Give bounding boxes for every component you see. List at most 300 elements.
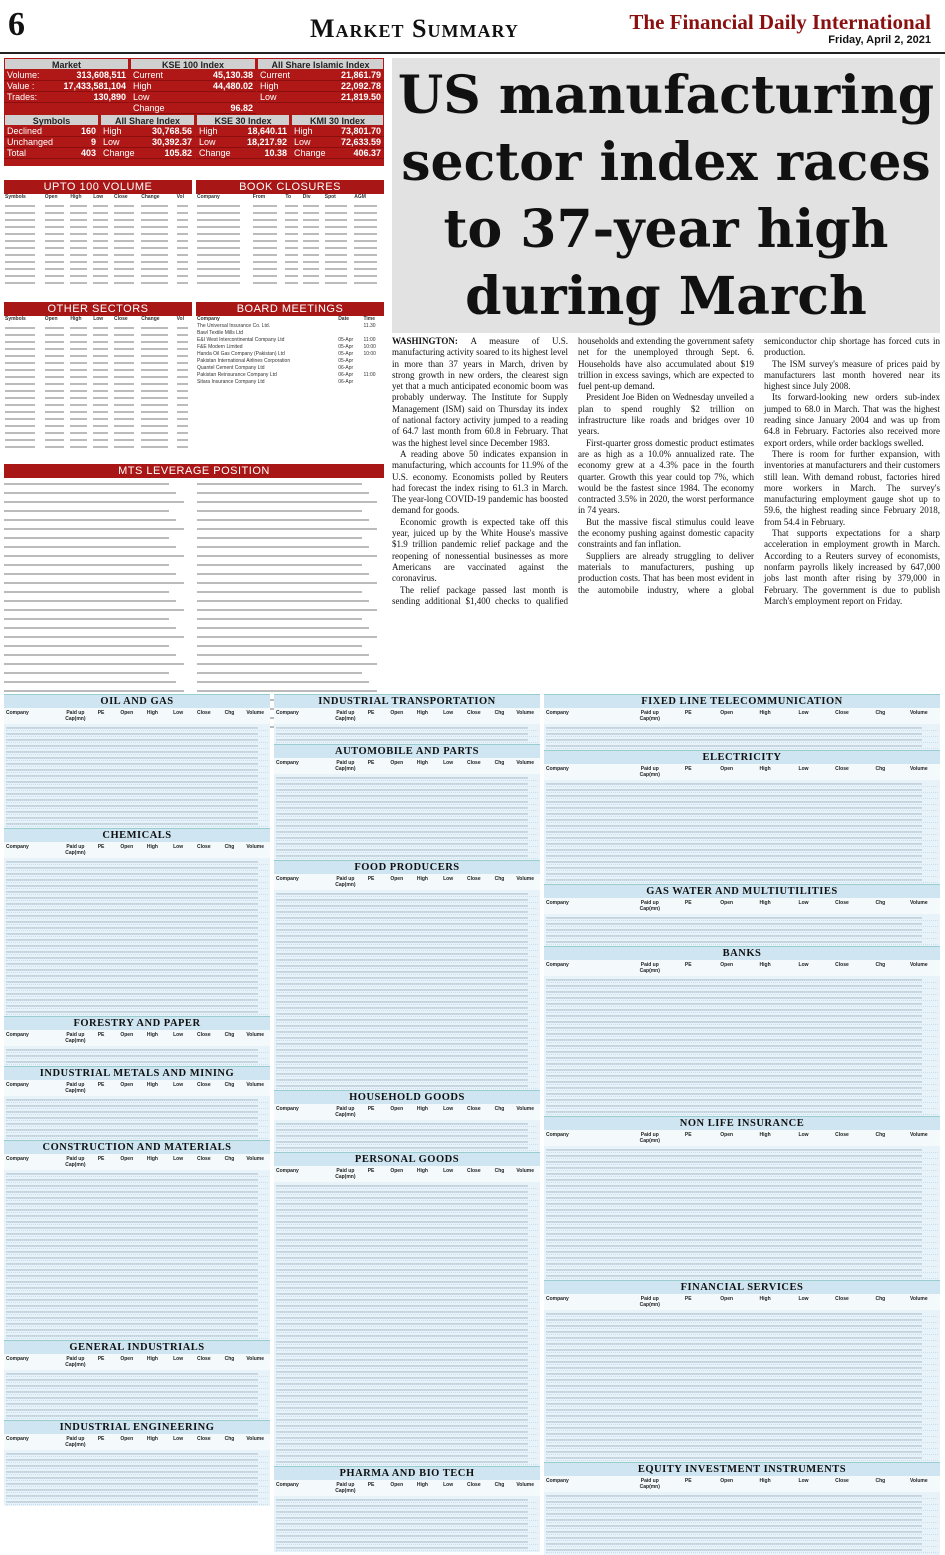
table-cell [252, 250, 285, 257]
table-cell [113, 442, 140, 449]
article-paragraph: Economic growth is expected take off this year, juiced up by the White House's massive $1.9 trillion pandemic relief package and the reopening of nonessential businesses as more Americans are vaccinated against the coronavirus. [392, 516, 568, 584]
summary-value: 44,480.02 [212, 81, 253, 91]
masthead [0, 0, 945, 55]
stock-column-header: Low [173, 1356, 184, 1362]
table-cell [69, 337, 92, 344]
summary-heading: KSE 30 Index [196, 114, 290, 126]
table-cell [44, 257, 70, 264]
summary-value: 30,392.37 [151, 137, 192, 147]
stock-column-header: High [146, 1032, 158, 1038]
stock-row [546, 877, 938, 883]
table-cell [324, 257, 353, 264]
stock-rows [274, 1496, 540, 1552]
table-row [4, 379, 192, 386]
article-dateline: WASHINGTON: [392, 336, 471, 346]
table-cell [176, 323, 192, 330]
stock-section [274, 1090, 540, 1152]
stock-column-header: Open [390, 1482, 404, 1488]
stock-column-header: Volume [909, 1132, 928, 1138]
stock-column-header: Close [835, 1478, 849, 1484]
table-cell: 06-Apr [338, 379, 354, 385]
table-cell [176, 330, 192, 337]
table-header: Low [93, 194, 104, 200]
table-cell [44, 365, 70, 372]
summary-label: Change [133, 103, 165, 113]
table-cell [140, 386, 175, 393]
stock-section [274, 1466, 540, 1552]
summary-row [4, 70, 129, 81]
summary-row [4, 126, 99, 137]
stock-column-header: Close [196, 844, 211, 850]
upto-100-volume-panel [4, 180, 192, 300]
stock-column-header: Open [120, 1356, 134, 1362]
stock-column-header: Company [6, 1436, 29, 1442]
table-cell [324, 278, 353, 285]
table-cell [196, 243, 252, 250]
stock-section-title: OIL AND GAS [4, 694, 270, 708]
table-cell [113, 393, 140, 400]
table-cell [176, 435, 192, 442]
stock-rows [274, 1120, 540, 1152]
stock-column-header: Company [276, 1106, 299, 1112]
table-cell [69, 344, 92, 351]
summary-heading: All Share Index [100, 114, 195, 126]
table-cell [4, 435, 44, 442]
table-cell [252, 229, 285, 236]
mts-row [4, 654, 191, 661]
table-cell: Pakistan Reinsurance Company Ltd [197, 372, 277, 378]
table-cell [140, 222, 175, 229]
stock-column-header: Company [276, 1482, 299, 1488]
stock-column-header: Company [546, 1132, 569, 1138]
table-cell [4, 428, 44, 435]
table-cell [113, 264, 140, 271]
stock-column-header: Close [466, 710, 481, 716]
table-cell [196, 236, 252, 243]
stock-table-header [4, 1434, 270, 1450]
summary-row [257, 70, 384, 81]
summary-label: Change [294, 148, 326, 158]
table-cell [69, 421, 92, 428]
table-cell [113, 407, 140, 414]
stock-row [546, 1109, 938, 1115]
table-cell [69, 243, 92, 250]
table-cell [252, 208, 285, 215]
table-row [196, 229, 384, 236]
table-cell [324, 236, 353, 243]
stock-row [6, 1133, 268, 1139]
summary-value: 160 [80, 126, 96, 136]
stock-table-header [4, 708, 270, 724]
mts-row [197, 627, 384, 634]
stock-rows [544, 1146, 940, 1280]
stock-column-header: Low [798, 1296, 809, 1302]
stock-column-header: Company [276, 710, 299, 716]
stock-column-header: Low [173, 1082, 184, 1088]
stock-column-header: Chg [224, 710, 235, 716]
stock-rows [544, 1492, 940, 1555]
summary-label: High [294, 126, 313, 136]
table-cell [140, 365, 175, 372]
article-paragraph: But the massive fiscal stimulus could leave the economy pushing against domestic capacity constraints and fan inflation. [578, 516, 754, 550]
stock-column-header: Open [390, 760, 404, 766]
table-cell [44, 414, 70, 421]
table-row [4, 372, 192, 379]
stock-rows [274, 774, 540, 860]
stock-column-header: Volume [246, 1032, 265, 1038]
table-row [4, 400, 192, 407]
table-cell [113, 351, 140, 358]
book-closures-table [196, 194, 384, 285]
article-paragraph: Suppliers are already struggling to deliver materials to manufacturers, pushing up production costs. That has been most evident in the automobile industry, where a global semiconductor chip shortage has forced cuts in production. [578, 336, 940, 595]
table-cell [176, 386, 192, 393]
table-cell [92, 435, 113, 442]
table-cell [140, 201, 175, 208]
table-row [196, 264, 384, 271]
table-cell [69, 393, 92, 400]
table-cell [4, 215, 44, 222]
stock-column-header: Company [6, 1032, 29, 1038]
stock-table-header [4, 842, 270, 858]
article-paragraph: The ISM survey's measure of prices paid by manufacturers last month hovered near its highest since July 2008. [764, 358, 940, 392]
stock-column-header: Low [443, 876, 454, 882]
table-cell [69, 372, 92, 379]
table-cell [176, 372, 192, 379]
stock-column-header: PE [97, 1436, 105, 1442]
stock-column-header: Low [443, 710, 454, 716]
stock-column-header: High [416, 1168, 428, 1174]
summary-label: Low [199, 137, 216, 147]
stock-column-header: PE [367, 760, 375, 766]
table-cell [140, 250, 175, 257]
stock-section [544, 1280, 940, 1462]
stock-column-header: PE [367, 1106, 375, 1112]
summary-heading: All Share Islamic Index [257, 58, 384, 70]
stock-column-header: Chg [224, 1356, 235, 1362]
stock-column-header: Low [798, 900, 809, 906]
stock-row [546, 1273, 938, 1279]
stock-section-title: AUTOMOBILE AND PARTS [274, 744, 540, 758]
table-cell [140, 421, 175, 428]
mts-row [4, 582, 191, 589]
stock-column-header: Low [798, 962, 809, 968]
stock-column-header: Close [196, 1356, 211, 1362]
mts-row [197, 663, 384, 670]
table-cell [92, 372, 113, 379]
stock-column-header: Company [276, 760, 299, 766]
table-cell [44, 407, 70, 414]
table-cell [44, 435, 70, 442]
stock-section-title: CONSTRUCTION AND MATERIALS [4, 1140, 270, 1154]
stock-column-header: Low [798, 710, 809, 716]
stock-column-header: Chg [224, 1032, 235, 1038]
table-cell [196, 208, 252, 215]
stock-column-header: Paid up Cap(mn) [335, 1106, 356, 1118]
stock-column-header: PE [684, 766, 692, 772]
stock-column-header: Open [720, 1296, 734, 1302]
table-row [196, 337, 384, 344]
stocks-column-2 [274, 694, 540, 1552]
stock-column-header: Paid up Cap(mn) [639, 710, 660, 722]
stock-column-header: Paid up Cap(mn) [335, 710, 356, 722]
summary-row [196, 148, 290, 159]
stock-section [544, 694, 940, 750]
table-cell [4, 337, 44, 344]
table-cell [140, 229, 175, 236]
table-cell [252, 236, 285, 243]
stock-section [4, 694, 270, 828]
stock-column-header: Company [546, 766, 569, 772]
stock-column-header: Volume [246, 1082, 265, 1088]
stocks-column-3 [544, 694, 940, 1555]
stock-column-header: Company [276, 876, 299, 882]
table-row [196, 344, 384, 351]
table-cell [4, 208, 44, 215]
stock-column-header: PE [684, 962, 692, 968]
table-cell [92, 257, 113, 264]
summary-row [100, 126, 195, 137]
headline: US manufacturing sector index races to 37-year high during March [397, 65, 935, 327]
table-cell [284, 236, 301, 243]
table-cell [176, 351, 192, 358]
table-cell [69, 400, 92, 407]
summary-value: 10.38 [264, 148, 287, 158]
stock-column-header: Open [120, 1032, 134, 1038]
table-cell [140, 358, 175, 365]
table-cell: The Universal Insurance Co. Ltd. [197, 323, 271, 329]
stock-section-title: ELECTRICITY [544, 750, 940, 764]
stock-column-header: High [146, 1082, 158, 1088]
stock-column-header: High [416, 1482, 428, 1488]
table-cell [252, 264, 285, 271]
table-cell [113, 250, 140, 257]
table-cell [353, 264, 384, 271]
article-paragraph: President Joe Biden on Wednesday unveiled a plan to spend roughly $2 trillion on infrastructure like roads and bridges over 10 years. [578, 392, 754, 437]
table-cell [362, 358, 384, 365]
stock-table-header [544, 1130, 940, 1146]
stock-column-header: Close [466, 760, 481, 766]
table-cell [196, 271, 252, 278]
mts-row [197, 582, 384, 589]
stock-column-header: High [146, 1436, 158, 1442]
table-row [4, 386, 192, 393]
stock-column-header: Chg [494, 710, 505, 716]
table-row [196, 243, 384, 250]
table-cell [353, 250, 384, 257]
stock-row [546, 1455, 938, 1461]
mts-row [4, 519, 191, 526]
table-cell [69, 379, 92, 386]
article-paragraph: The relief package passed last month is sending additional $1,400 checks to qualified households and extending the government safety net for the unemployed through Sept. 6. Households have also accumulated about $19 trillion in excess savings, which are expected to fuel pent-up demand. [392, 336, 754, 606]
table-cell [113, 330, 140, 337]
table-cell [176, 257, 192, 264]
mts-row [4, 681, 191, 688]
table-header: Date [338, 316, 350, 322]
table-header: To [285, 194, 292, 200]
table-header: High [70, 194, 82, 200]
stock-section-title: INDUSTRIAL ENGINEERING [4, 1420, 270, 1434]
table-row [4, 250, 192, 257]
stock-column-header: Paid up Cap(mn) [335, 1482, 356, 1494]
stock-column-header: Low [173, 844, 184, 850]
stock-column-header: PE [97, 844, 105, 850]
table-cell [44, 243, 70, 250]
mts-row [197, 645, 384, 652]
article-paragraph: Its forward-looking new orders sub-index jumped to 68.0 in March. That was the highest reading since January 2004 and was up from 64.8 in February. Factories also received more export orders, while order backlogs swelled. [764, 392, 940, 448]
table-row [196, 250, 384, 257]
table-row [196, 379, 384, 386]
stock-column-header: Open [120, 1082, 134, 1088]
table-header-row [4, 194, 192, 201]
stock-column-header: Paid up Cap(mn) [65, 1082, 86, 1094]
table-cell: Quantel Cement Company Ltd [197, 365, 265, 371]
stock-column-header: Company [546, 962, 569, 968]
table-cell [4, 201, 44, 208]
table-cell [113, 400, 140, 407]
table-row [196, 372, 384, 379]
table-cell [44, 344, 70, 351]
stock-column-header: Paid up Cap(mn) [65, 1032, 86, 1044]
mts-row [4, 537, 191, 544]
table-cell [113, 271, 140, 278]
table-cell [69, 358, 92, 365]
stock-table-header [4, 1154, 270, 1170]
table-cell [92, 393, 113, 400]
stock-row [6, 1499, 268, 1505]
mts-row [197, 510, 384, 517]
table-cell [69, 386, 92, 393]
table-row [4, 208, 192, 215]
mts-row [197, 672, 384, 679]
table-cell [176, 271, 192, 278]
stock-rows [4, 1046, 270, 1066]
table-cell [113, 215, 140, 222]
table-cell [252, 271, 285, 278]
table-cell [302, 215, 324, 222]
summary-value: 30,768.56 [151, 126, 192, 136]
stock-section-title: FIXED LINE TELECOMMUNICATION [544, 694, 940, 708]
table-cell [92, 407, 113, 414]
stock-column-header: Close [466, 1482, 481, 1488]
stock-column-header: Chg [875, 1296, 886, 1302]
table-cell [176, 250, 192, 257]
table-cell [92, 386, 113, 393]
newspaper-name: The Financial Daily International [629, 10, 931, 34]
stock-rows [544, 780, 940, 884]
table-cell [4, 386, 44, 393]
mts-row [197, 546, 384, 553]
stock-column-header: Close [196, 1156, 211, 1162]
table-cell [252, 222, 285, 229]
table-header: Close [114, 194, 128, 200]
table-cell [92, 208, 113, 215]
stock-column-header: PE [684, 710, 692, 716]
table-row [4, 236, 192, 243]
table-header-row [196, 194, 384, 201]
summary-row [291, 126, 384, 137]
table-cell [113, 201, 140, 208]
stock-column-header: Low [173, 1156, 184, 1162]
summary-label: Volume: [7, 70, 40, 80]
table-cell [113, 372, 140, 379]
stock-column-header: Company [546, 900, 569, 906]
table-cell: 05-Apr [338, 337, 354, 343]
table-cell [140, 337, 175, 344]
mts-row [4, 510, 191, 517]
summary-value: 72,633.59 [340, 137, 381, 147]
table-cell [140, 435, 175, 442]
table-cell [196, 201, 252, 208]
table-row [4, 414, 192, 421]
table-cell [324, 222, 353, 229]
summary-value: 130,890 [93, 92, 126, 102]
stock-rows [4, 1370, 270, 1420]
table-cell [4, 229, 44, 236]
summary-value: 17,433,581,104 [63, 81, 126, 91]
article-body [392, 336, 940, 688]
stock-section-title: INDUSTRIAL TRANSPORTATION [274, 694, 540, 708]
table-cell [176, 393, 192, 400]
mts-row [197, 537, 384, 544]
table-cell [196, 257, 252, 264]
stock-column-header: Volume [909, 710, 928, 716]
summary-label: Current [133, 70, 164, 80]
summary-row [130, 70, 256, 81]
stock-column-header: Volume [909, 766, 928, 772]
stock-section [4, 1066, 270, 1140]
summary-kse30 [196, 114, 290, 159]
stock-rows [4, 1096, 270, 1140]
table-header: AGM [354, 194, 366, 200]
stock-column-header: High [146, 1156, 158, 1162]
stock-rows [544, 1310, 940, 1462]
stock-column-header: Volume [516, 876, 535, 882]
table-cell [113, 208, 140, 215]
stock-column-header: Chg [224, 1436, 235, 1442]
table-cell [176, 208, 192, 215]
stock-row [6, 1413, 268, 1419]
summary-row [4, 148, 99, 159]
mts-row [4, 501, 191, 508]
stock-column-header: Company [546, 1296, 569, 1302]
table-cell [353, 257, 384, 264]
summary-row [4, 137, 99, 148]
stock-column-header: PE [367, 1482, 375, 1488]
stock-column-header: Close [835, 962, 849, 968]
table-cell [113, 229, 140, 236]
summary-row [130, 92, 256, 103]
table-cell [4, 407, 44, 414]
table-cell [140, 442, 175, 449]
mts-leverage-title: MTS LEVERAGE POSITION [4, 464, 384, 478]
stock-section-title: HOUSEHOLD GOODS [274, 1090, 540, 1104]
table-cell [302, 229, 324, 236]
stock-column-header: Close [835, 710, 849, 716]
stock-rows [274, 1182, 540, 1466]
table-cell [4, 243, 44, 250]
table-cell [92, 278, 113, 285]
table-cell [337, 330, 362, 337]
mts-row [4, 618, 191, 625]
table-cell [69, 229, 92, 236]
table-cell [353, 215, 384, 222]
table-cell [176, 400, 192, 407]
table-cell [4, 330, 44, 337]
upto-100-volume-title: UPTO 100 VOLUME [4, 180, 192, 194]
stock-column-header: PE [684, 1132, 692, 1138]
table-cell [284, 250, 301, 257]
table-cell [92, 379, 113, 386]
